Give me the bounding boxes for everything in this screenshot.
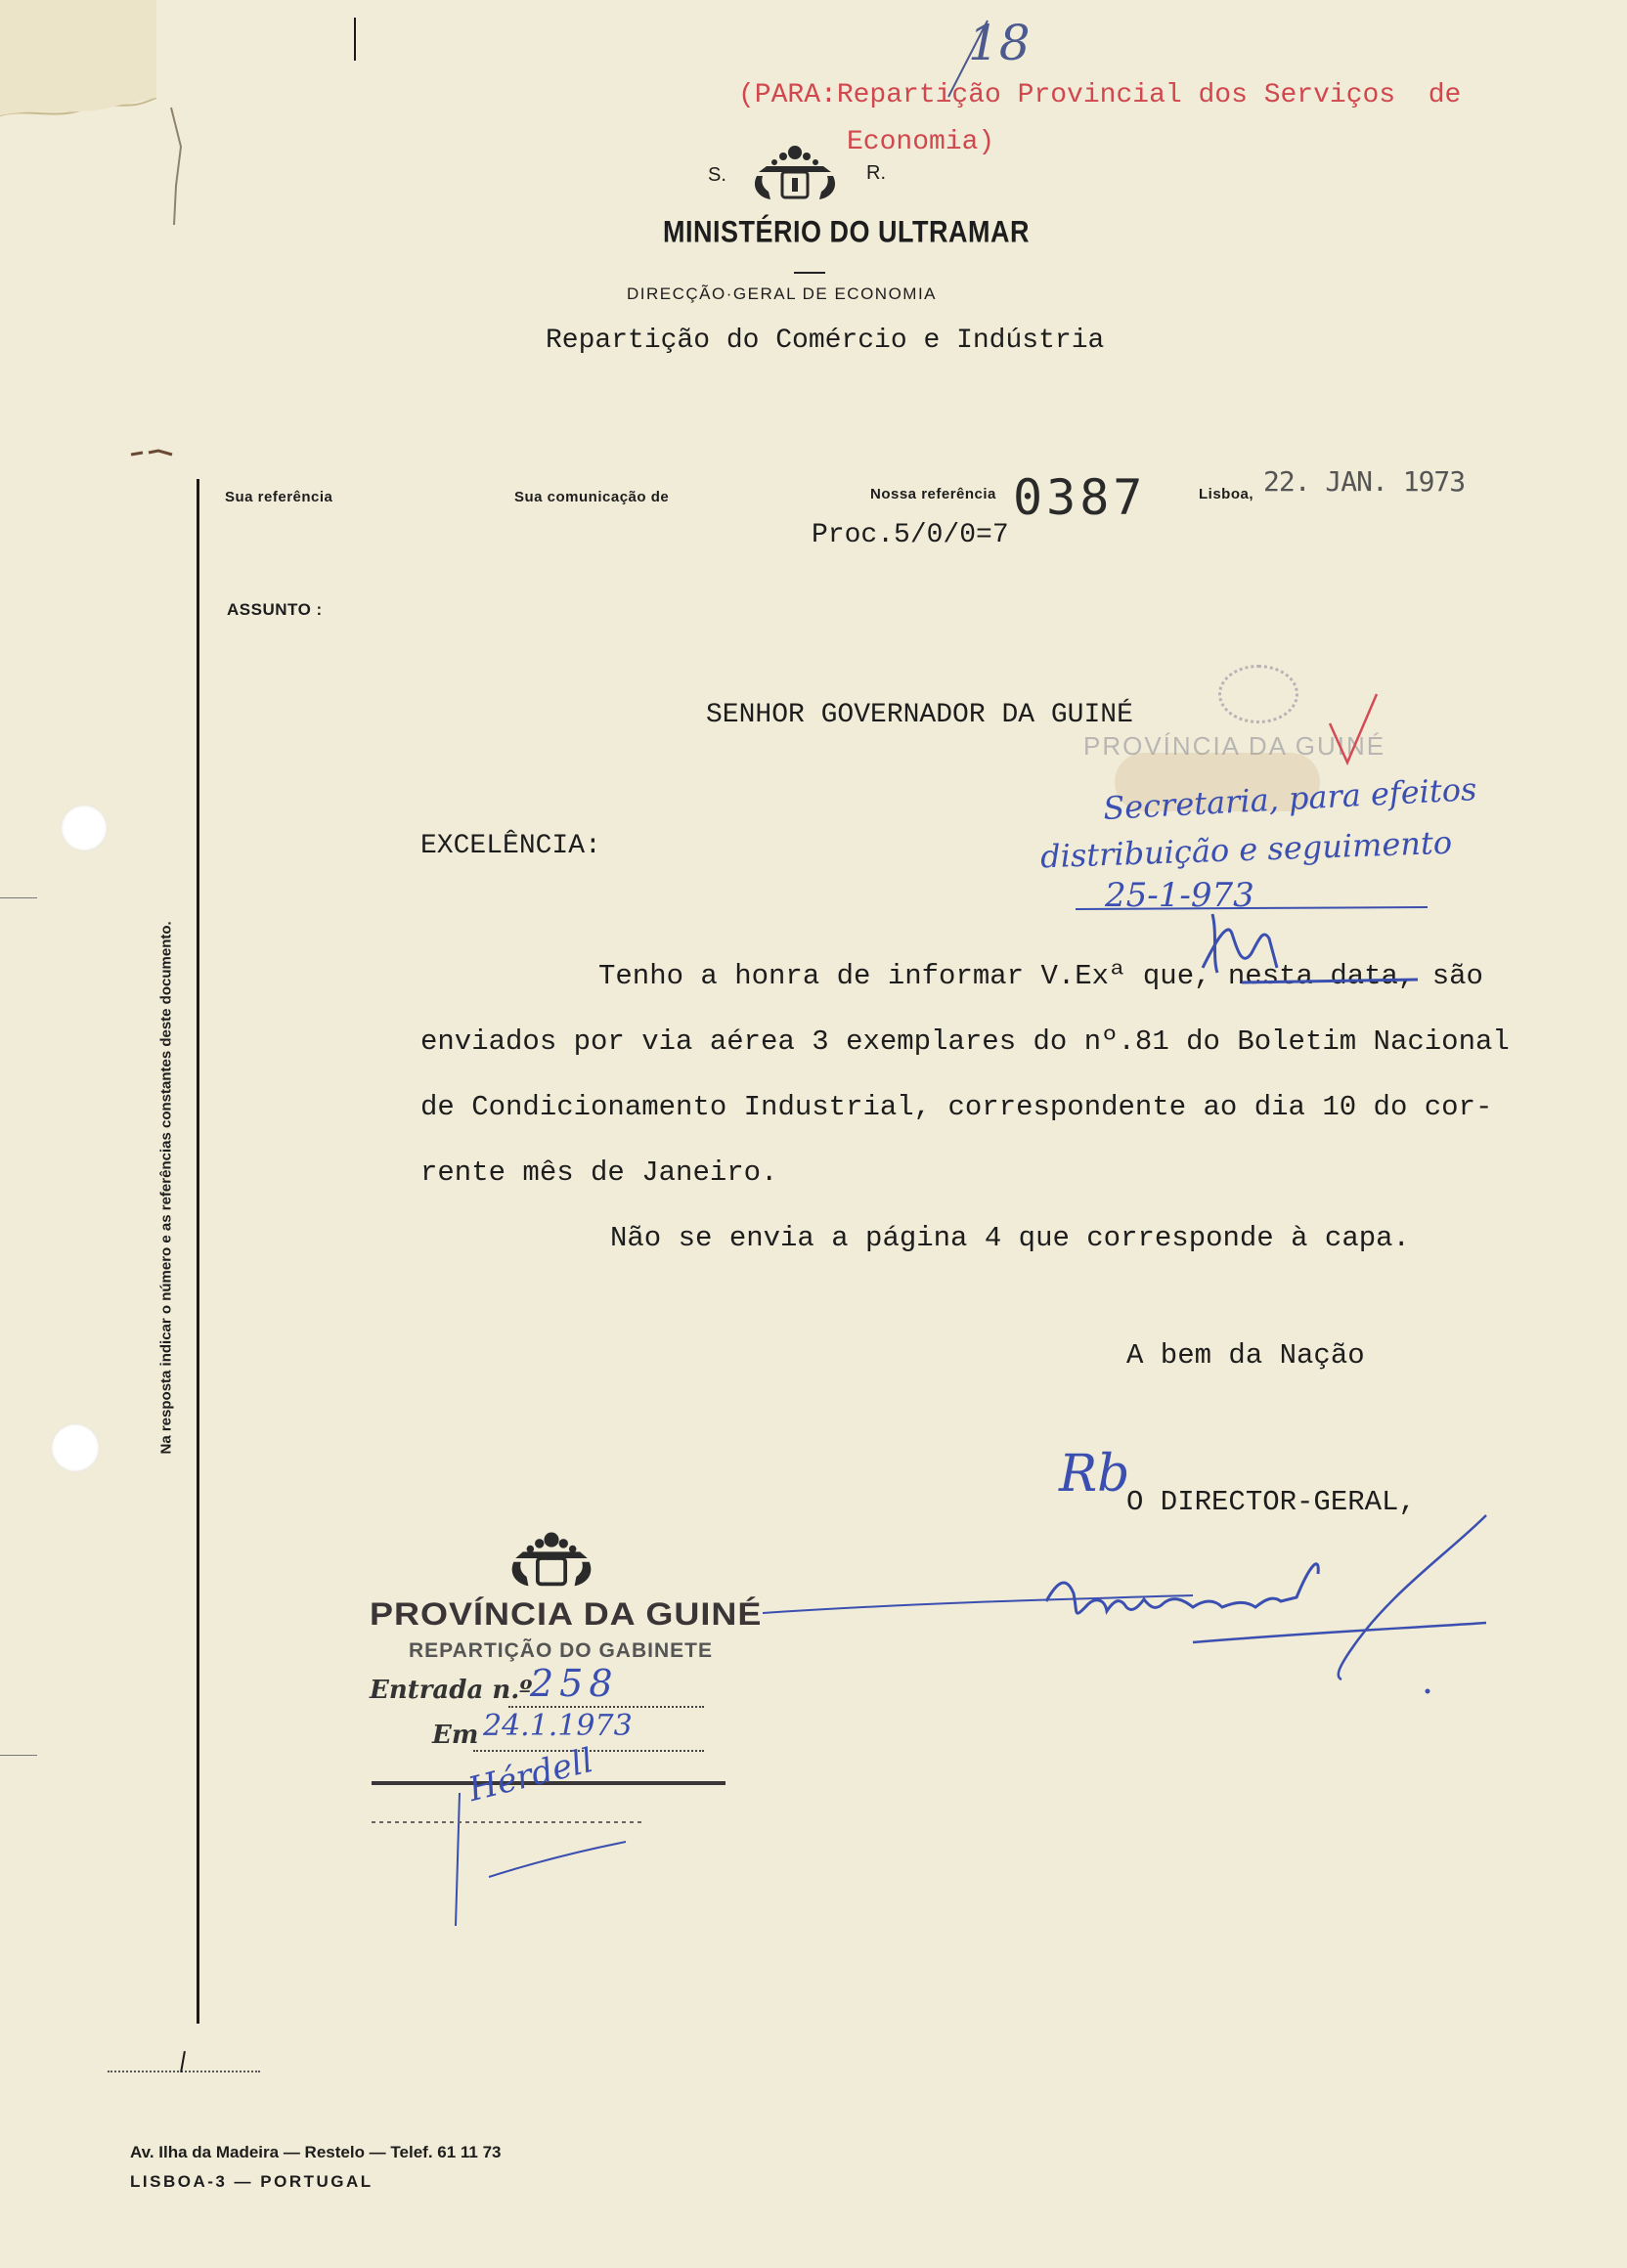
addressee: SENHOR GOVERNADOR DA GUINÉ — [706, 700, 1133, 730]
signatory-initials: Rb — [1059, 1445, 1130, 1504]
paragraph2: Não se envia a página 4 que corresponde à capa. — [610, 1222, 1410, 1254]
ministry-title: MINISTÉRIO DO ULTRAMAR — [663, 214, 1030, 249]
stamp-em-label: Em — [432, 1721, 479, 1750]
dotted-margin-line — [108, 2071, 260, 2072]
paragraph1-line4: rente mês de Janeiro. — [420, 1156, 778, 1189]
handwriting-strokes — [1017, 675, 1604, 997]
para-annotation-line1: (PARA:Repartição Provincial dos Serviços de — [738, 80, 1462, 110]
stamp-bottom-subtitle: REPARTIÇÃO DO GABINETE — [409, 1639, 713, 1662]
paragraph1-line1: Tenho a honra de informar V.Exª que, nesta data, são — [598, 960, 1483, 992]
mark-dash — [129, 446, 184, 452]
para-annotation-line2: Economia) — [847, 127, 995, 157]
margin-tick-1 — [0, 897, 37, 898]
page-number-handwritten: 18 — [968, 15, 1031, 71]
assunto-label: ASSUNTO : — [227, 600, 323, 619]
stamp-bottom-strokes — [372, 1779, 665, 1936]
dispatch-note-line1: Secretaria, para efeitos — [1102, 770, 1478, 827]
proc-reference: Proc.5/0/0=7 — [812, 520, 1009, 550]
margin-tick-2 — [0, 1755, 37, 1756]
footer-address: Av. Ilha da Madeira — Restelo — Telef. 61 11 73 — [130, 2143, 502, 2161]
dispatch-note-line2: distribuição e seguimento — [1039, 823, 1453, 876]
stamp-top-title: PROVÍNCIA DA GUINÉ — [1083, 731, 1386, 761]
stamp-em-value: 24.1.1973 — [483, 1709, 633, 1743]
letter-date: 22. JAN. 1973 — [1263, 465, 1466, 498]
director-signature — [763, 1505, 1506, 1701]
coat-of-arms-icon — [751, 137, 839, 205]
dispatch-note-date: 25-1-973 — [1105, 876, 1254, 915]
sua-referencia-label: Sua referência — [225, 489, 333, 505]
lisboa-label: Lisboa, — [1199, 486, 1254, 502]
margin-rule — [197, 479, 199, 2024]
paper-damage-left-edge — [0, 0, 196, 254]
nossa-referencia-number: 0387 — [1013, 469, 1147, 526]
department-name: Repartição do Comércio e Indústria — [546, 326, 1105, 356]
top-tick-mark — [354, 18, 356, 61]
stamp-bottom-title: PROVÍNCIA DA GUINÉ — [370, 1595, 763, 1632]
stamp-bottom-emblem — [506, 1525, 596, 1590]
salutation: EXCELÊNCIA: — [420, 831, 601, 861]
sua-comunicacao-label: Sua comunicação de — [514, 489, 670, 505]
side-note: Na resposta indicar o número e as referências constantes deste documento. — [157, 921, 175, 1455]
nossa-referencia-label: Nossa referência — [870, 486, 996, 502]
margin-slash — [180, 2051, 186, 2072]
stamp-entrada-value: 258 — [530, 1662, 619, 1705]
punch-hole-bottom — [51, 1423, 100, 1472]
footer-city: LISBOA-3 — PORTUGAL — [130, 2172, 374, 2191]
stamp-bottom-signature: Hérdell — [464, 1740, 597, 1810]
closing: A bem da Nação — [1126, 1339, 1365, 1372]
signatory-title: O DIRECTOR-GERAL, — [1126, 1486, 1416, 1518]
letterhead-divider — [794, 272, 825, 274]
emblem-letter-r: R. — [866, 162, 886, 184]
stamp-entrada-label: Entrada n.º — [370, 1676, 533, 1705]
emblem-letter-s: S. — [708, 164, 726, 186]
directorate-name: DIRECÇÃO·GERAL DE ECONOMIA — [627, 284, 938, 303]
paragraph1-line3: de Condicionamento Industrial, correspondente ao dia 10 do cor- — [420, 1091, 1493, 1123]
stamp-entrada-line — [508, 1706, 704, 1708]
punch-hole-top — [61, 805, 108, 851]
paragraph1-line2: enviados por via aérea 3 exemplares do nº.81 do Boletim Nacional — [420, 1025, 1510, 1058]
